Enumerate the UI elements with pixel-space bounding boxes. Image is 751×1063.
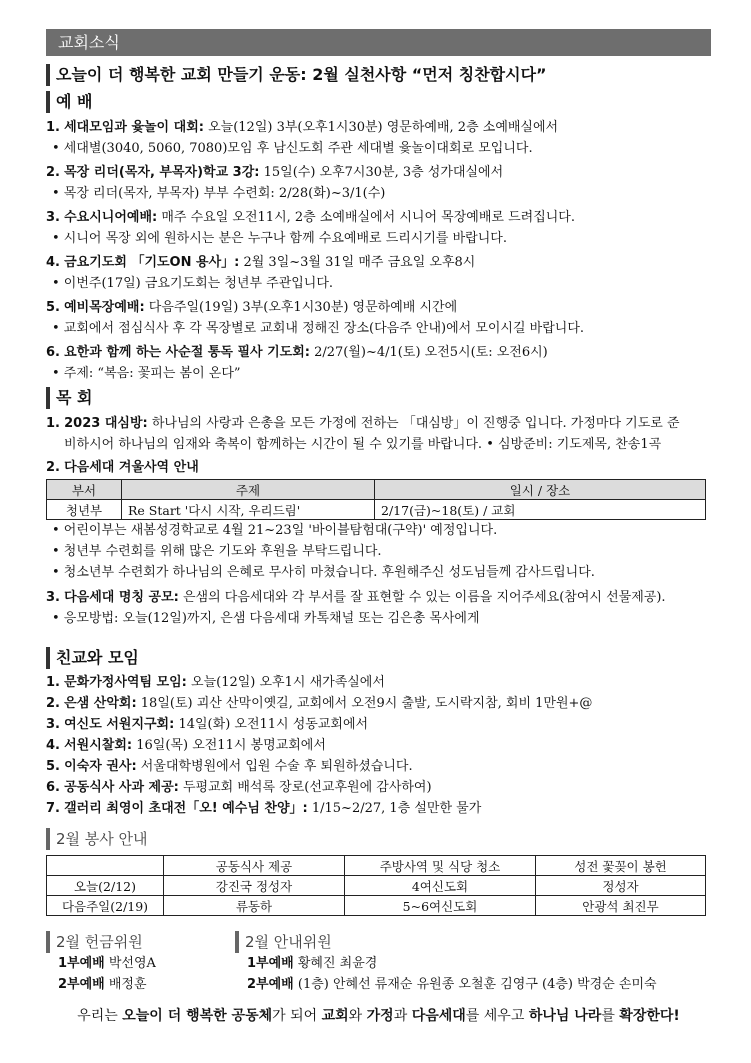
mission-heading: 목 회 bbox=[46, 387, 711, 409]
mission-item-1: 1. 2023 대심방: 하나님의 사랑과 은총을 모든 가정에 전하는 「대심방」이 진행중 입니다. 가정마다 기도로 준 bbox=[46, 416, 680, 431]
item-title: 은샘 산악회: bbox=[64, 696, 137, 711]
worship-sub-item: • 주제: “복음: 꽃피는 봄이 온다” bbox=[52, 366, 241, 381]
worship-sub-item: • 세대별(3040, 5060, 7080)모임 후 남신도회 주관 세대별 윷놀이대회로 모입니다. bbox=[52, 141, 533, 156]
worship-heading: 예 배 bbox=[46, 91, 711, 113]
table-cell: 5~6여신도회 bbox=[345, 896, 536, 916]
item-number: 2. bbox=[46, 165, 60, 180]
offering-heading: 2월 헌금위원 bbox=[46, 931, 226, 953]
item-title: 요한과 함께 하는 사순절 통독 필사 기도회: bbox=[64, 345, 310, 360]
table-header: 부서 bbox=[47, 480, 122, 500]
offering-row: 2부예배 배정훈 bbox=[58, 977, 147, 992]
fellowship-list bbox=[46, 672, 711, 819]
item-title: 금요기도회 「기도ON 용사」: bbox=[64, 255, 240, 270]
table-cell: 오늘(2/12) bbox=[47, 876, 164, 896]
item-number: 1. bbox=[46, 120, 60, 135]
slogan-part: 다음세대 bbox=[411, 1008, 466, 1024]
table-cell: Re Start '다시 시작, 우리드림' bbox=[122, 500, 375, 520]
table-header bbox=[47, 856, 164, 876]
worship-sub-item: • 시니어 목장 외에 원하시는 분은 누구나 함께 수요예배로 드리시기를 바랍니다. bbox=[52, 231, 507, 246]
table-header: 주제 bbox=[122, 480, 375, 500]
item-title: 세대모임과 윷놀이 대회: bbox=[64, 120, 204, 135]
fellowship-item bbox=[46, 756, 711, 777]
item-number: 3. bbox=[46, 717, 60, 732]
fellowship-heading: 친교와 모임 bbox=[46, 647, 711, 669]
item-title: 여신도 서원지구회: bbox=[64, 717, 175, 732]
slogan-part: 우리는 bbox=[77, 1008, 123, 1024]
campaign-heading: 오늘이 더 행복한 교회 만들기 운동: 2월 실천사항 “먼저 칭찬합시다” bbox=[46, 64, 711, 86]
table-cell: 2/17(금)~18(토) / 교회 bbox=[375, 500, 706, 520]
item-text: 18일(토) 괴산 산막이옛길, 교회에서 오전9시 출발, 도시락지참, 회비 1만원+@ bbox=[136, 696, 593, 711]
item-number: 4. bbox=[46, 738, 60, 753]
worship-list bbox=[46, 117, 711, 384]
item-text: 16일(목) 오전11시 봉명교회에서 bbox=[132, 738, 326, 753]
item-text: 2/27(월)~4/1(토) 오전5시(토: 오전6시) bbox=[309, 345, 548, 360]
campaign-section bbox=[46, 64, 711, 86]
worship-sub-item: • 교회에서 점심식사 후 각 목장별로 교회내 정해진 장소(다음주 안내)에서 모이시길 바랍니다. bbox=[52, 321, 585, 336]
worship-sub-item: • 목장 리더(목자, 부목자) 부부 수련회: 2/28(화)~3/1(수) bbox=[52, 186, 386, 201]
service-table bbox=[46, 855, 706, 916]
table-header: 성전 꽃꽂이 봉헌 bbox=[536, 856, 706, 876]
slogan-part: 확장한다! bbox=[619, 1008, 680, 1024]
slogan-part: 오늘이 더 행복한 공동체 bbox=[122, 1008, 273, 1024]
table-cell: 안광석 최진무 bbox=[536, 896, 706, 916]
worship-item bbox=[46, 117, 711, 138]
item-title: 서원시찰회: bbox=[64, 738, 133, 753]
worship-item bbox=[46, 342, 711, 363]
service-heading: 2월 봉사 안내 bbox=[46, 828, 711, 850]
table-cell: 정성자 bbox=[536, 876, 706, 896]
slogan-part: 가정 bbox=[366, 1008, 394, 1024]
item-number: 2. bbox=[46, 696, 60, 711]
table-row bbox=[47, 896, 706, 916]
ushers-heading: 2월 안내위원 bbox=[235, 931, 711, 953]
item-title: 공동식사 사과 제공: bbox=[64, 780, 179, 795]
item-number: 7. bbox=[46, 801, 60, 816]
item-text: 두평교회 배석록 장로(선교후원에 감사하여) bbox=[178, 780, 432, 795]
item-text: 14일(화) 오전11시 성동교회에서 bbox=[174, 717, 369, 732]
slogan-part: 를 bbox=[601, 1008, 620, 1024]
mission-item-2: 2. 다음세대 겨울사역 안내 bbox=[46, 460, 199, 475]
mission-note: • 어린이부는 새봄성경학교로 4월 21~23일 '바이블탐험대(구약)' 예정입니다. bbox=[52, 523, 498, 538]
item-number: 5. bbox=[46, 759, 60, 774]
service-section bbox=[46, 828, 711, 916]
ushers-row: 1부예배 황혜진 최윤경 bbox=[247, 956, 378, 971]
worship-section bbox=[46, 91, 711, 387]
ushers-section bbox=[235, 931, 711, 995]
table-header: 공동식사 제공 bbox=[164, 856, 345, 876]
item-text: 오늘(12일) 오후1시 새가족실에서 bbox=[186, 675, 385, 690]
slogan-part: 하나님 나라 bbox=[528, 1008, 602, 1024]
item-title: 갤러리 최영이 초대전「오! 예수님 찬양」: bbox=[64, 801, 308, 816]
offering-row: 1부예배 박선영A bbox=[58, 956, 156, 971]
fellowship-item bbox=[46, 777, 711, 798]
table-header: 일시 / 장소 bbox=[375, 480, 706, 500]
mission-section bbox=[46, 387, 711, 629]
table-cell: 다음주일(2/19) bbox=[47, 896, 164, 916]
winter-ministry-table bbox=[46, 479, 706, 520]
worship-item bbox=[46, 162, 711, 183]
item-number: 4. bbox=[46, 255, 60, 270]
worship-sub-item: • 이번주(17일) 금요기도회는 청년부 주관입니다. bbox=[52, 276, 334, 291]
slogan-part: 를 세우고 bbox=[465, 1008, 529, 1024]
table-header: 주방사역 및 식당 청소 bbox=[345, 856, 536, 876]
item-title: 목장 리더(목자, 부목자)학교 3강: bbox=[64, 165, 260, 180]
mission-note: • 청소년부 수련회가 하나님의 은혜로 무사히 마쳤습니다. 후원해주신 성도님들께 감사드립니다. bbox=[52, 565, 595, 580]
item-number: 6. bbox=[46, 780, 60, 795]
fellowship-item bbox=[46, 798, 711, 819]
item-text: 1/15~2/27, 1층 설만한 물가 bbox=[307, 801, 482, 816]
slogan-part: 교회 bbox=[321, 1008, 349, 1024]
worship-item bbox=[46, 297, 711, 318]
item-number: 6. bbox=[46, 345, 60, 360]
item-text: 서울대학병원에서 입원 수술 후 퇴원하셨습니다. bbox=[136, 759, 413, 774]
table-cell: 강진국 정성자 bbox=[164, 876, 345, 896]
table-row bbox=[47, 500, 706, 520]
item-text: 15일(수) 오후7시30분, 3층 성가대실에서 bbox=[259, 165, 504, 180]
fellowship-item bbox=[46, 672, 711, 693]
item-text: 다음주일(19일) 3부(오후1시30분) 영문하예배 시간에 bbox=[144, 300, 458, 315]
mission-item-3-sub: • 응모방법: 오늘(12일)까지, 은샘 다음세대 카톡채널 또는 김은총 목사에게 bbox=[52, 611, 480, 626]
item-title: 문화가정사역팀 모임: bbox=[64, 675, 187, 690]
item-text: 오늘(12일) 3부(오후1시30분) 영문하예배, 2층 소예배실에서 bbox=[203, 120, 559, 135]
header-bar bbox=[46, 29, 711, 56]
item-number: 1. bbox=[46, 675, 60, 690]
header-title: 교회소식 bbox=[58, 33, 120, 52]
item-title: 수요시니어예배: bbox=[64, 210, 158, 225]
item-text: 2월 3일~3월 31일 매주 금요일 오후8시 bbox=[239, 255, 476, 270]
item-title: 이숙자 권사: bbox=[64, 759, 137, 774]
slogan-part: 가 되어 bbox=[272, 1008, 322, 1024]
mission-note: • 청년부 수련회를 위해 많은 기도와 후원을 부탁드립니다. bbox=[52, 544, 382, 559]
fellowship-item bbox=[46, 735, 711, 756]
item-title: 예비목장예배: bbox=[64, 300, 145, 315]
worship-item bbox=[46, 207, 711, 228]
item-number: 5. bbox=[46, 300, 60, 315]
table-cell: 4여신도회 bbox=[345, 876, 536, 896]
offering-section bbox=[46, 931, 226, 995]
fellowship-section bbox=[46, 647, 711, 819]
table-cell: 류동하 bbox=[164, 896, 345, 916]
mission-item-3: 3. 다음세대 명칭 공모: 은샘의 다음세대와 각 부서를 잘 표현할 수 있는 이름을 지어주세요(참여시 선물제공). bbox=[46, 590, 666, 605]
fellowship-item bbox=[46, 693, 711, 714]
slogan-part: 과 bbox=[393, 1008, 412, 1024]
slogan-part: 와 bbox=[348, 1008, 367, 1024]
mission-item-1-cont: 비하시어 하나님의 임재와 축복이 함께하는 시간이 될 수 있기를 바랍니다. • 심방준비: 기도제목, 찬송1곡 bbox=[64, 437, 662, 452]
table-cell: 청년부 bbox=[47, 500, 122, 520]
item-text: 매주 수요일 오전11시, 2층 소예배실에서 시니어 목장예배로 드려집니다. bbox=[157, 210, 575, 225]
item-number: 3. bbox=[46, 210, 60, 225]
fellowship-item bbox=[46, 714, 711, 735]
worship-item bbox=[46, 252, 711, 273]
ushers-row: 2부예배 (1층) 안혜선 류재순 유원종 오철훈 김영구 (4층) 박경순 손미숙 bbox=[247, 977, 657, 992]
footer-slogan bbox=[46, 1005, 711, 1025]
table-row bbox=[47, 876, 706, 896]
